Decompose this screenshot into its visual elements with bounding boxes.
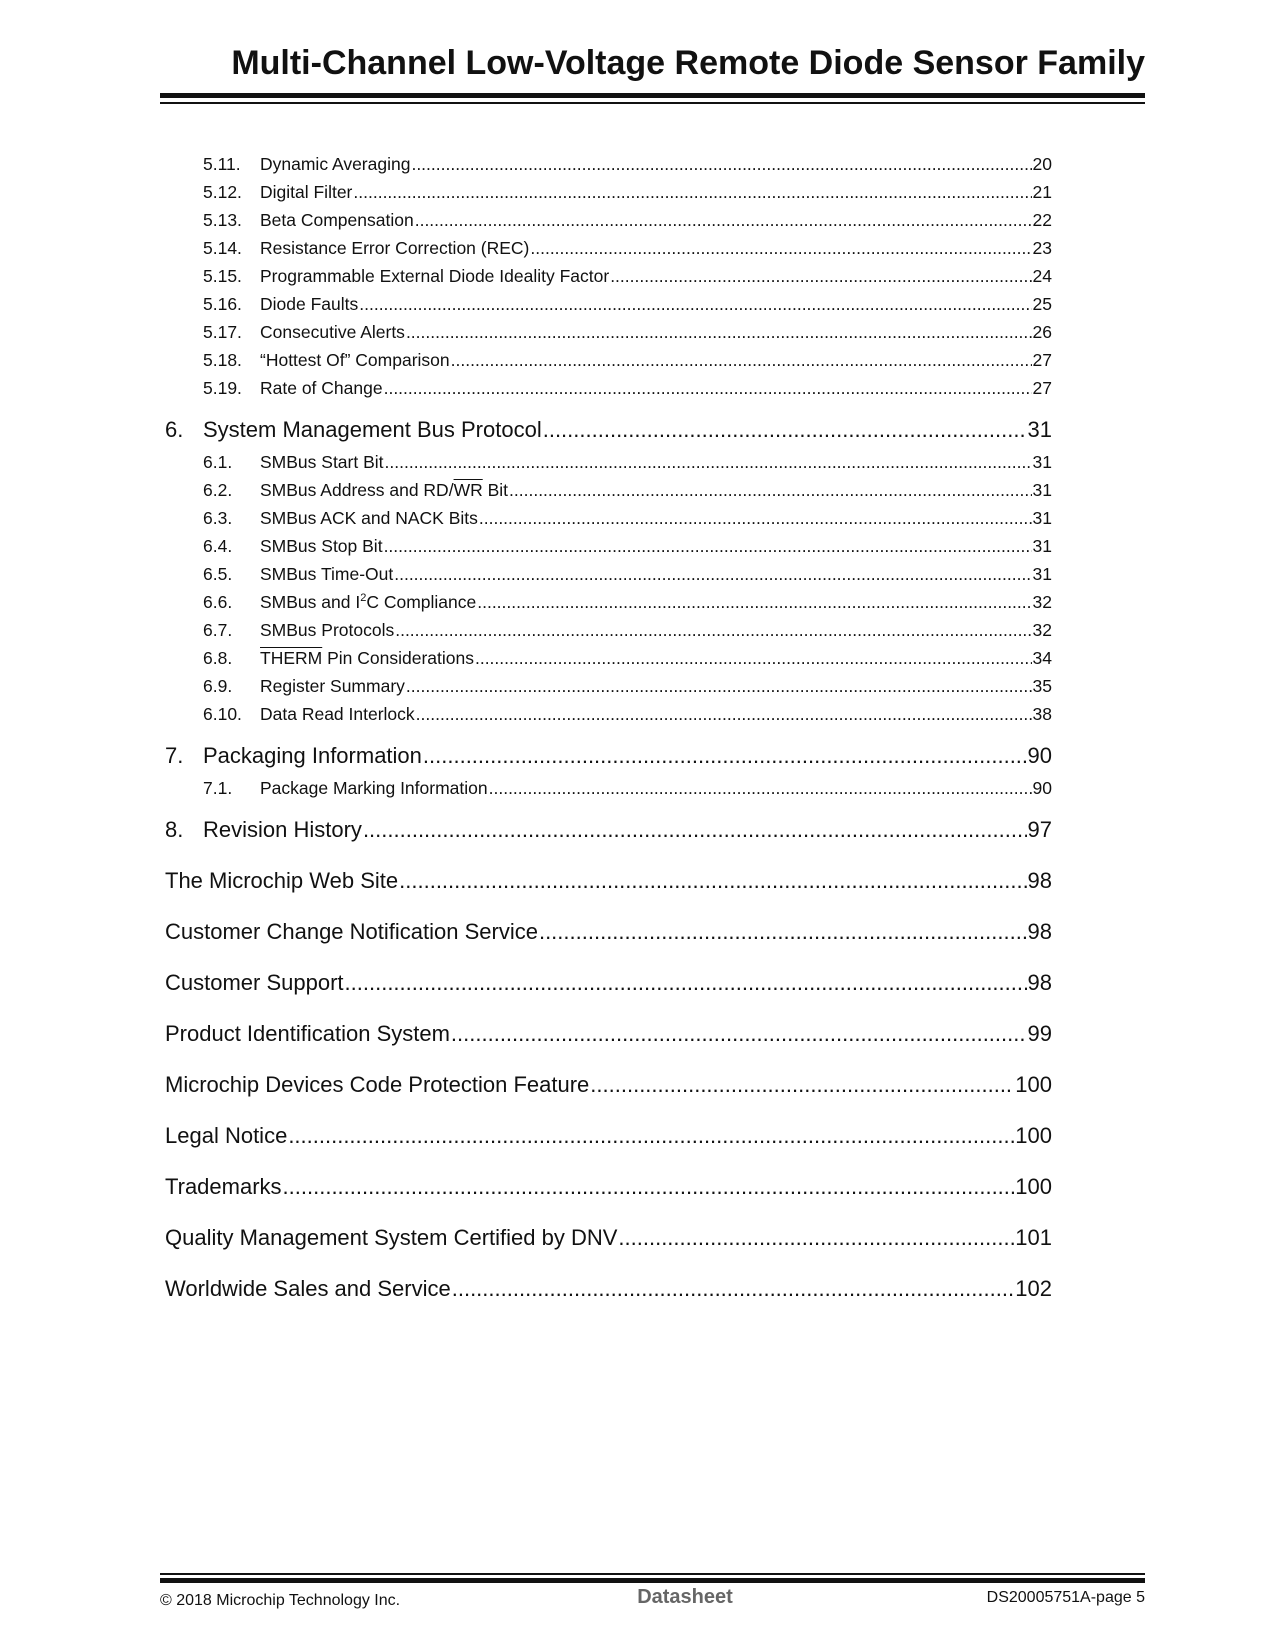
footer-datasheet-label: Datasheet xyxy=(637,1586,733,1608)
toc-entry-number: 5.18. xyxy=(203,350,242,370)
toc-entry-5-15[interactable] xyxy=(165,262,1052,290)
toc-entry-6-2[interactable] xyxy=(165,476,1052,504)
dot-leader xyxy=(411,150,1031,178)
toc-entry-page: 90 xyxy=(1032,778,1052,798)
title-suffix: Pin Considerations xyxy=(322,648,474,668)
toc-chapter-page: 90 xyxy=(1027,743,1052,768)
toc-entry-title: SMBus ACK and NACK Bits xyxy=(260,508,478,528)
toc-entry-page: 101 xyxy=(1015,1225,1052,1250)
toc-entry-number: 6.3. xyxy=(203,508,233,528)
toc-entry-5-16[interactable] xyxy=(165,290,1052,318)
toc-entry-page: 22 xyxy=(1032,210,1052,230)
toc-chapter-page: 97 xyxy=(1027,817,1052,842)
dot-leader xyxy=(363,812,1027,848)
toc-entry-number: 5.16. xyxy=(203,294,242,314)
footer-page-reference: DS20005751A-page 5 xyxy=(986,1589,1145,1606)
dot-leader xyxy=(451,1016,1027,1052)
toc-entry-page: 31 xyxy=(1032,564,1052,584)
toc-entry-title: Programmable External Diode Ideality Factor xyxy=(260,266,610,286)
toc-entry-page: 100 xyxy=(1015,1174,1052,1199)
toc-entry-title: Beta Compensation xyxy=(260,210,414,230)
toc-entry-page: 25 xyxy=(1032,294,1052,314)
toc-entry-6-9[interactable] xyxy=(165,672,1052,700)
footer-rule-thick xyxy=(160,1578,1145,1583)
title-suffix: Bit xyxy=(482,480,509,500)
toc-chapter-title: System Management Bus Protocol xyxy=(203,417,542,442)
toc-chapter-7[interactable] xyxy=(165,738,1052,774)
toc-entry-number: 6.10. xyxy=(203,704,242,724)
toc-entry-number: 6.7. xyxy=(203,620,233,640)
dot-leader xyxy=(385,448,1032,476)
toc-entry-page: 98 xyxy=(1027,868,1052,893)
toc-entry-5-13[interactable] xyxy=(165,206,1052,234)
toc-entry-number: 5.19. xyxy=(203,378,242,398)
title-overline-signal: $\overline{WR}$ xyxy=(453,480,483,500)
toc-entry-number: 6.5. xyxy=(203,564,233,584)
toc-chapter-page: 31 xyxy=(1027,417,1052,442)
toc-entry-title: Rate of Change xyxy=(260,378,383,398)
toc-entry-page: 100 xyxy=(1015,1123,1052,1148)
toc-entry-5-18[interactable] xyxy=(165,346,1052,374)
toc-entry-number: 5.15. xyxy=(203,266,242,286)
toc-chapter-number: 8. xyxy=(165,817,184,842)
toc-entry-number: 5.17. xyxy=(203,322,242,342)
toc-entry-page: 38 xyxy=(1032,704,1052,724)
toc-entry-page: 100 xyxy=(1015,1072,1052,1097)
dot-leader xyxy=(359,290,1031,318)
dot-leader xyxy=(489,774,1032,802)
toc-entry-5-17[interactable] xyxy=(165,318,1052,346)
toc-entry-worldwide-sales[interactable] xyxy=(165,1271,1052,1307)
toc-entry-6-6[interactable] xyxy=(165,588,1052,616)
toc-entry-number: 6.2. xyxy=(203,480,233,500)
toc-entry-6-7[interactable] xyxy=(165,616,1052,644)
toc-entry-title xyxy=(260,476,508,504)
dot-leader xyxy=(353,178,1031,206)
title-overline-signal: THERM xyxy=(260,648,323,668)
toc-entry-number: 5.13. xyxy=(203,210,242,230)
table-of-contents xyxy=(165,150,1052,1307)
toc-entry-page: 31 xyxy=(1032,508,1052,528)
toc-chapter-8[interactable] xyxy=(165,812,1052,848)
toc-entry-number: 6.4. xyxy=(203,536,233,556)
toc-entry-number: 6.6. xyxy=(203,592,233,612)
toc-entry-quality-management[interactable] xyxy=(165,1220,1052,1256)
dot-leader xyxy=(610,262,1031,290)
toc-entry-page: 98 xyxy=(1027,970,1052,995)
dot-leader xyxy=(345,965,1027,1001)
toc-entry-page: 98 xyxy=(1027,919,1052,944)
dot-leader xyxy=(283,1169,1015,1205)
title-prefix: SMBus Address and RD/ xyxy=(260,480,454,500)
toc-entry-6-8[interactable] xyxy=(165,644,1052,672)
toc-entry-number: 6.1. xyxy=(203,452,233,472)
toc-entry-number: 5.11. xyxy=(203,154,241,174)
toc-entry-page: 35 xyxy=(1032,676,1052,696)
toc-entry-6-4[interactable] xyxy=(165,532,1052,560)
dot-leader xyxy=(399,863,1026,899)
toc-entry-title: Worldwide Sales and Service xyxy=(165,1276,451,1301)
dot-leader xyxy=(590,1067,1014,1103)
toc-entry-number: 5.14. xyxy=(203,238,242,258)
dot-leader xyxy=(452,1271,1015,1307)
dot-leader xyxy=(394,560,1031,588)
dot-leader xyxy=(509,476,1032,504)
toc-entry-6-10[interactable] xyxy=(165,700,1052,728)
dot-leader xyxy=(451,346,1032,374)
dot-leader xyxy=(618,1220,1014,1256)
footer-copyright: © 2018 Microchip Technology Inc. xyxy=(160,1592,401,1609)
toc-entry-title: SMBus Protocols xyxy=(260,620,395,640)
toc-entry-page: 23 xyxy=(1032,238,1052,258)
dot-leader xyxy=(384,374,1032,402)
toc-entry-title: Resistance Error Correction (REC) xyxy=(260,238,530,258)
toc-entry-page: 27 xyxy=(1032,378,1052,398)
toc-entry-page: 24 xyxy=(1032,266,1052,286)
dot-leader xyxy=(416,700,1032,728)
dot-leader xyxy=(288,1118,1014,1154)
toc-entry-microchip-web-site[interactable] xyxy=(165,863,1052,899)
toc-entry-title xyxy=(260,588,476,616)
toc-entry-title: “Hottest Of” Comparison xyxy=(260,350,450,370)
dot-leader xyxy=(423,738,1027,774)
page-header xyxy=(160,46,1145,80)
toc-entry-title: Data Read Interlock xyxy=(260,704,415,724)
toc-entry-number: 6.9. xyxy=(203,676,233,696)
dot-leader xyxy=(539,914,1027,950)
toc-entry-5-19[interactable] xyxy=(165,374,1052,402)
toc-entry-title: Digital Filter xyxy=(260,182,353,202)
toc-entry-title: Customer Support xyxy=(165,970,344,995)
toc-chapter-title: Packaging Information xyxy=(203,743,422,768)
dot-leader xyxy=(406,672,1032,700)
toc-entry-page: 27 xyxy=(1032,350,1052,370)
toc-entry-title: Quality Management System Certified by DNV xyxy=(165,1225,618,1250)
header-rule-thin xyxy=(160,102,1145,104)
toc-entry-7-1[interactable] xyxy=(165,774,1052,802)
toc-entry-page: 34 xyxy=(1032,648,1052,668)
dot-leader xyxy=(406,318,1032,346)
toc-entry-title: Legal Notice xyxy=(165,1123,288,1148)
toc-entry-title: Dynamic Averaging xyxy=(260,154,411,174)
dot-leader xyxy=(543,412,1027,448)
toc-chapter-number: 7. xyxy=(165,743,184,768)
toc-entry-title: SMBus Stop Bit xyxy=(260,536,383,556)
toc-entry-number: 6.8. xyxy=(203,648,233,668)
toc-entry-trademarks[interactable] xyxy=(165,1169,1052,1205)
toc-entry-code-protection[interactable] xyxy=(165,1067,1052,1103)
toc-entry-page: 26 xyxy=(1032,322,1052,342)
toc-entry-5-11[interactable] xyxy=(165,150,1052,178)
dot-leader xyxy=(475,644,1032,672)
toc-chapter-6[interactable] xyxy=(165,412,1052,448)
toc-entry-title xyxy=(260,644,474,672)
toc-entry-page: 32 xyxy=(1032,592,1052,612)
dot-leader xyxy=(384,532,1032,560)
dot-leader xyxy=(395,616,1031,644)
toc-entry-title: Product Identification System xyxy=(165,1021,450,1046)
dot-leader xyxy=(530,234,1031,262)
toc-entry-title: Package Marking Information xyxy=(260,778,488,798)
toc-entry-6-5[interactable] xyxy=(165,560,1052,588)
toc-entry-title: SMBus Start Bit xyxy=(260,452,384,472)
toc-entry-title: Trademarks xyxy=(165,1174,282,1199)
toc-entry-page: 31 xyxy=(1032,452,1052,472)
toc-entry-5-14[interactable] xyxy=(165,234,1052,262)
toc-entry-5-12[interactable] xyxy=(165,178,1052,206)
toc-entry-page: 31 xyxy=(1032,536,1052,556)
toc-entry-title: The Microchip Web Site xyxy=(165,868,399,893)
toc-entry-number: 7.1. xyxy=(203,778,233,798)
title-prefix: SMBus and I xyxy=(260,592,361,612)
toc-entry-title: Microchip Devices Code Protection Feature xyxy=(165,1072,590,1097)
toc-entry-number: 5.12. xyxy=(203,182,242,202)
toc-entry-title: Register Summary xyxy=(260,676,405,696)
toc-entry-page: 20 xyxy=(1032,154,1052,174)
dot-leader xyxy=(415,206,1032,234)
toc-entry-title: Customer Change Notification Service xyxy=(165,919,538,944)
toc-entry-title: Consecutive Alerts xyxy=(260,322,405,342)
toc-entry-page: 102 xyxy=(1015,1276,1052,1301)
dot-leader xyxy=(479,504,1032,532)
toc-entry-page: 21 xyxy=(1032,182,1052,202)
toc-chapter-number: 6. xyxy=(165,417,184,442)
title-superscript: 2 xyxy=(360,592,367,604)
toc-entry-6-1[interactable] xyxy=(165,448,1052,476)
toc-entry-title: Diode Faults xyxy=(260,294,359,314)
toc-entry-page: 99 xyxy=(1027,1021,1052,1046)
document-title: Multi-Channel Low-Voltage Remote Diode Sensor Family xyxy=(231,44,1145,82)
toc-entry-legal-notice[interactable] xyxy=(165,1118,1052,1154)
dot-leader xyxy=(477,588,1031,616)
toc-entry-title: SMBus Time-Out xyxy=(260,564,394,584)
header-rule-thick xyxy=(160,93,1145,98)
toc-entry-customer-support[interactable] xyxy=(165,965,1052,1001)
footer-rule-thin xyxy=(160,1573,1145,1575)
toc-entry-customer-change-notification[interactable] xyxy=(165,914,1052,950)
toc-entry-6-3[interactable] xyxy=(165,504,1052,532)
toc-entry-page: 32 xyxy=(1032,620,1052,640)
toc-entry-page: 31 xyxy=(1032,480,1052,500)
toc-entry-product-identification[interactable] xyxy=(165,1016,1052,1052)
title-suffix: C Compliance xyxy=(366,592,477,612)
toc-chapter-title: Revision History xyxy=(203,817,362,842)
